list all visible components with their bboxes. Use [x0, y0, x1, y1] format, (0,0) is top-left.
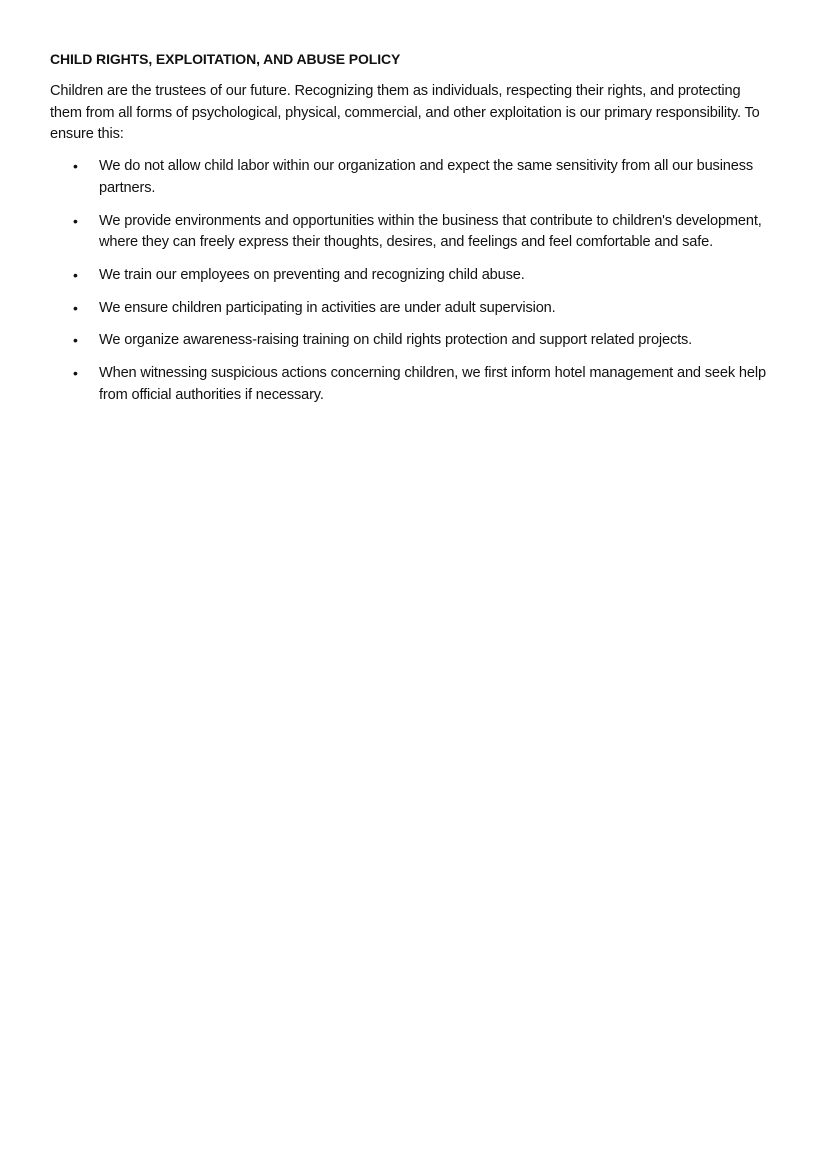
- list-item: [50, 298, 775, 320]
- list-item-text: We do not allow child labor within our organization and expect the same sensitivity from all our business partners.: [99, 158, 754, 196]
- bullet-icon: •: [73, 365, 78, 382]
- intro-paragraph: Children are the trustees of our future. Recognizing them as individuals, respecting their rights, and protecting them from all forms of psychological, physical, commercial, and other exploitation is our primary responsibility. To ensure this:: [50, 83, 760, 143]
- list-item: [50, 363, 775, 406]
- list-item: [50, 330, 775, 352]
- list-item-text: When witnessing suspicious actions concerning children, we first inform hotel management and seek help from official authorities if necessary.: [99, 365, 766, 403]
- list-item: [50, 265, 775, 287]
- document-title: CHILD RIGHTS, EXPLOITATION, AND ABUSE POLICY: [50, 51, 401, 67]
- list-item-text: We train our employees on preventing and recognizing child abuse.: [99, 266, 525, 283]
- list-item: [50, 211, 775, 254]
- document-page: [50, 50, 775, 417]
- list-item-text: We ensure children participating in activities are under adult supervision.: [99, 299, 556, 316]
- list-item-text: We provide environments and opportunities within the business that contribute to children's development, where they can freely express their thoughts, desires, and feelings and feel comfortable and safe.: [99, 212, 762, 251]
- bullet-icon: •: [73, 299, 78, 316]
- bullet-icon: •: [73, 332, 78, 349]
- list-item: [50, 156, 775, 199]
- policy-list: [50, 156, 775, 406]
- bullet-icon: •: [73, 158, 78, 175]
- bullet-icon: •: [73, 266, 78, 283]
- list-item-text: We organize awareness-raising training on child rights protection and support related projects.: [99, 332, 693, 349]
- bullet-icon: •: [73, 212, 78, 229]
